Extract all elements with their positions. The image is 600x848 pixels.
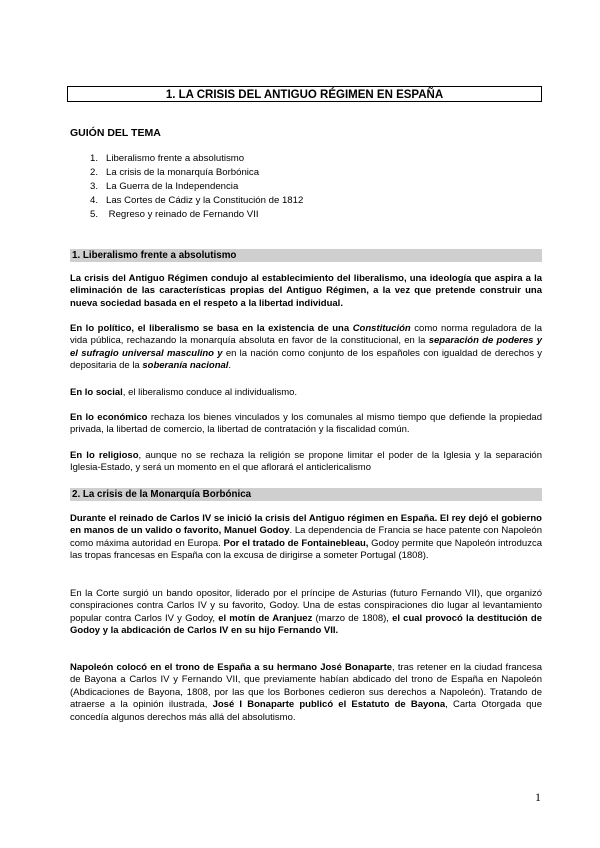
emphasis-text: Constitución [352,323,411,334]
paragraph-text: (marzo de 1808), [312,612,393,624]
outline-item-label: La crisis de la monarquía Borbónica [106,167,260,178]
paragraph-text: en la nación como conjunto de los españoles con igualdad de derechos y depositaria de la [70,347,542,372]
paragraph-text: , el liberalismo conduce al individualismo. [122,387,298,398]
paragraph-text: Godoy permite que Napoleón introduzca las tropas francesas en España con la excusa de dirigirse a someter Portugal (1808). [70,537,542,562]
paragraph-text: , tras retener en la ciudad francesa de Bayona a Carlos IV y Fernando VII, que previamente habían abdicado del trono de España en Napoleón (Abdicaciones de Bayona, 1808, por las que los Borbones cedieron sus derechos a Napoleón). Tratando de atraerse a la opinión ilustrada, [70,662,542,711]
paragraph-lead: En lo social [70,387,123,398]
outline-item-label: Las Cortes de Cádiz y la Constitución de 1812 [106,195,304,206]
paragraph-text: . [228,360,232,372]
outline-list [90,152,303,222]
paragraph [70,387,542,399]
outline-item-number: 2. [90,167,99,178]
paragraph-lead: Durante el reinado de Carlos IV se inició la crisis del Antiguo régimen en España. El rey dejó el gobierno en manos de un valido o favorito, Manuel Godoy [70,513,542,537]
paragraph-text: rechaza los bienes vinculados y los comunales al mismo tiempo que defiende la propiedad privada, la libertad de comercio, la libertad de contratación y la fiscalidad común. [70,412,542,436]
paragraph-lead: En lo económico [70,412,148,423]
paragraph-lead: En lo religioso [70,450,139,461]
paragraph-text: , aunque no se rechaza la religión se propone limitar el poder de la Iglesia y la separación Iglesia-Estado, y será un momento en el que aflorará el anticlericalismo [70,450,542,474]
paragraph-text: En lo político, el liberalismo se basa en la existencia de una [70,323,353,334]
paragraph-text: , Carta Otorgada que concedía algunos derechos más allá del absolutismo. [70,699,542,723]
document-title: 1. LA CRISIS DEL ANTIGUO RÉGIMEN EN ESPAÑA [67,86,542,102]
outline-heading: GUIÓN DEL TEMA [70,127,161,139]
paragraph-text: La crisis del Antiguo Régimen condujo al establecimiento del liberalismo, una ideología que aspira a la eliminación de las características propias del Antiguo Régimen, a la vez que pretende construir una nueva sociedad basada en el respeto a la libertad individual. [70,273,542,309]
paragraph [70,450,542,475]
emphasis-text: soberanía nacional [142,360,229,372]
outline-item-label: Liberalismo frente a absolutismo [106,153,245,164]
outline-item-number: 4. [90,195,99,206]
paragraph-emphasis: Por el tratado de Fontainebleau, [223,537,369,549]
paragraph [70,323,542,373]
outline-item [90,152,303,166]
outline-item-number: 3. [90,181,99,192]
outline-item [90,180,303,194]
paragraph [70,513,542,563]
section-heading-crisis-borbonica: 2. La crisis de la Monarquía Borbónica [70,488,542,501]
emphasis-text: separación de poderes y el sufragio universal masculino y [70,335,542,359]
paragraph-emphasis: el cual provocó la destitución de Godoy y la abdicación de Carlos IV en su hijo Fernando VII. [70,612,542,637]
outline-item [90,166,303,180]
paragraph-text: como norma reguladora de la vida pública, rechazando la monarquía absoluta en favor de la constitucional, en la [70,323,542,347]
paragraph-text: En la Corte surgió un bando opositor, liderado por el príncipe de Asturias (futuro Fernando VII), que organizó conspiraciones contra Carlos IV y su favorito, Godoy. Una de estas conspiraciones dio lugar al levantamiento popular contra Carlos IV y Godoy, [70,588,542,624]
paragraph-text: . La dependencia de Francia se hace patente con Napoleón como máxima autoridad en Europa. [70,525,542,549]
paragraph-emphasis: José I Bonaparte publicó el Estatuto de Bayona [212,699,446,711]
outline-item-label: La Guerra de la Independencia [106,181,239,192]
outline-item-number: 1. [90,153,99,164]
outline-item-label: Regreso y reinado de Fernando VII [106,209,259,220]
paragraph [70,662,542,724]
paragraph [70,588,542,638]
outline-item [90,194,303,208]
outline-item [90,208,303,222]
paragraph [70,412,542,437]
section-heading-liberalismo: 1. Liberalismo frente a absolutismo [70,249,542,262]
paragraph-lead: Napoleón colocó en el trono de España a su hermano José Bonaparte [70,662,393,673]
outline-item-number: 5. [90,209,99,220]
paragraph-emphasis: el motín de Aranjuez [218,612,313,624]
paragraph [70,273,542,310]
page-number: 1 [535,790,541,804]
